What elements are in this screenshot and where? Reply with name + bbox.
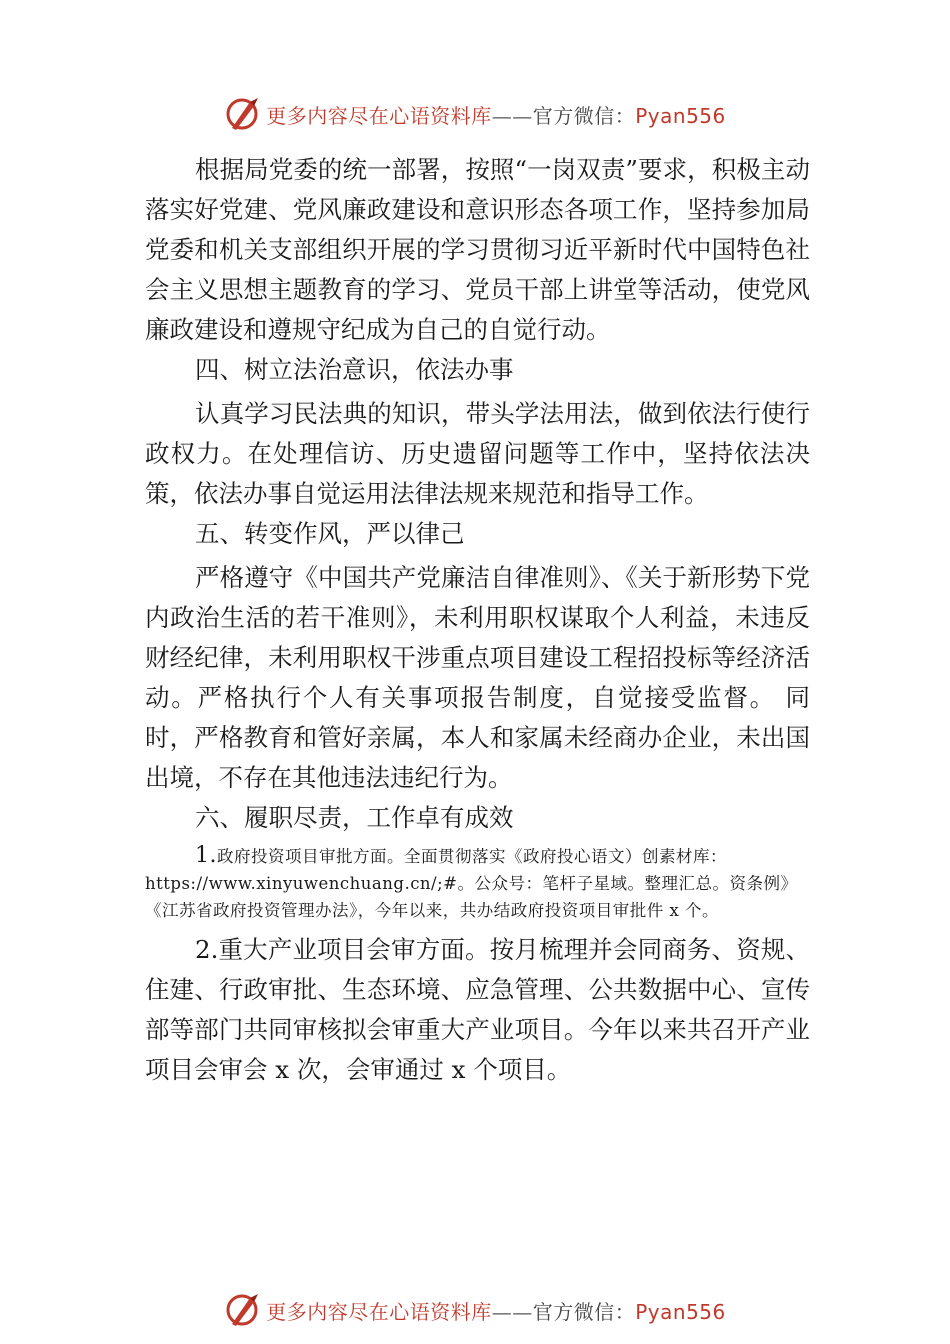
header-wechat-label: 官方微信： bbox=[532, 103, 636, 128]
section-heading-5: 五、转变作风，严以律己 bbox=[195, 519, 465, 548]
item-1-paragraph bbox=[145, 842, 810, 924]
footer-banner bbox=[0, 1290, 950, 1330]
quill-logo-icon bbox=[224, 94, 264, 134]
paragraph-work-style: 严格遵守《中国共产党廉洁自律准则》、《关于新形势下党内政治生活的若干准则》，未利用职权谋取个人利益，未违反财经纪律，未利用职权干涉重点项目建设工程招投标等经济活动。严格执行个人有关事项报告制度，自觉接受监督。 同时，严格教育和管好亲属，本人和家属未经商办企业，未出国出境，不存在其他违法违纪行为。 bbox=[145, 563, 810, 792]
footer-wechat-label: 官方微信： bbox=[532, 1299, 636, 1324]
header-text bbox=[266, 100, 726, 129]
header-wechat-id: Pyan556 bbox=[635, 103, 726, 128]
quill-logo-icon bbox=[224, 1290, 264, 1330]
item-1-text: 政府投资项目审批方面。全面贯彻落实《政府投心语文）创素材库：https://www.xinyuwenchuang.cn/;#。公众号：笔杆子星域。整理汇总。资条例》《江苏省政府投资管理办法》，今年以来，共办结政府投资项目审批件 x 个。 bbox=[145, 847, 798, 920]
footer-site-name: 更多内容尽在心语资料库 bbox=[266, 1299, 492, 1324]
item-2-paragraph: 2.重大产业项目会审方面。按月梳理并会同商务、资规、住建、行政审批、生态环境、应急管理、公共数据中心、宣传部等部门共同审核拟会审重大产业项目。今年以来共召开产业项目会审会 x 次，会审通过 x 个项目。 bbox=[145, 935, 810, 1084]
paragraph-party-building: 根据局党委的统一部署，按照“一岗双责”要求，积极主动落实好党建、党风廉政建设和意识形态各项工作，坚持参加局党委和机关支部组织开展的学习贯彻习近平新时代中国特色社会主义思想主题教育的学习、党员干部上讲堂等活动，使党风廉政建设和遵规守纪成为自己的自觉行动。 bbox=[145, 155, 810, 344]
document-body bbox=[145, 150, 810, 1090]
section-heading-6: 六、履职尽责，工作卓有成效 bbox=[195, 803, 514, 832]
paragraph-rule-of-law: 认真学习民法典的知识，带头学法用法，做到依法行使行政权力。在处理信访、历史遗留问题等工作中，坚持依法决策，依法办事自觉运用法律法规来规范和指导工作。 bbox=[145, 399, 810, 508]
section-heading-4: 四、树立法治意识，依法办事 bbox=[195, 355, 514, 384]
item-1-number: 1. bbox=[195, 843, 217, 868]
header-site-name: 更多内容尽在心语资料库 bbox=[266, 103, 492, 128]
header-banner bbox=[0, 94, 950, 134]
footer-wechat-id: Pyan556 bbox=[635, 1299, 726, 1324]
header-dash: —— bbox=[491, 103, 533, 128]
footer-text bbox=[266, 1296, 726, 1325]
footer-dash: —— bbox=[491, 1299, 533, 1324]
